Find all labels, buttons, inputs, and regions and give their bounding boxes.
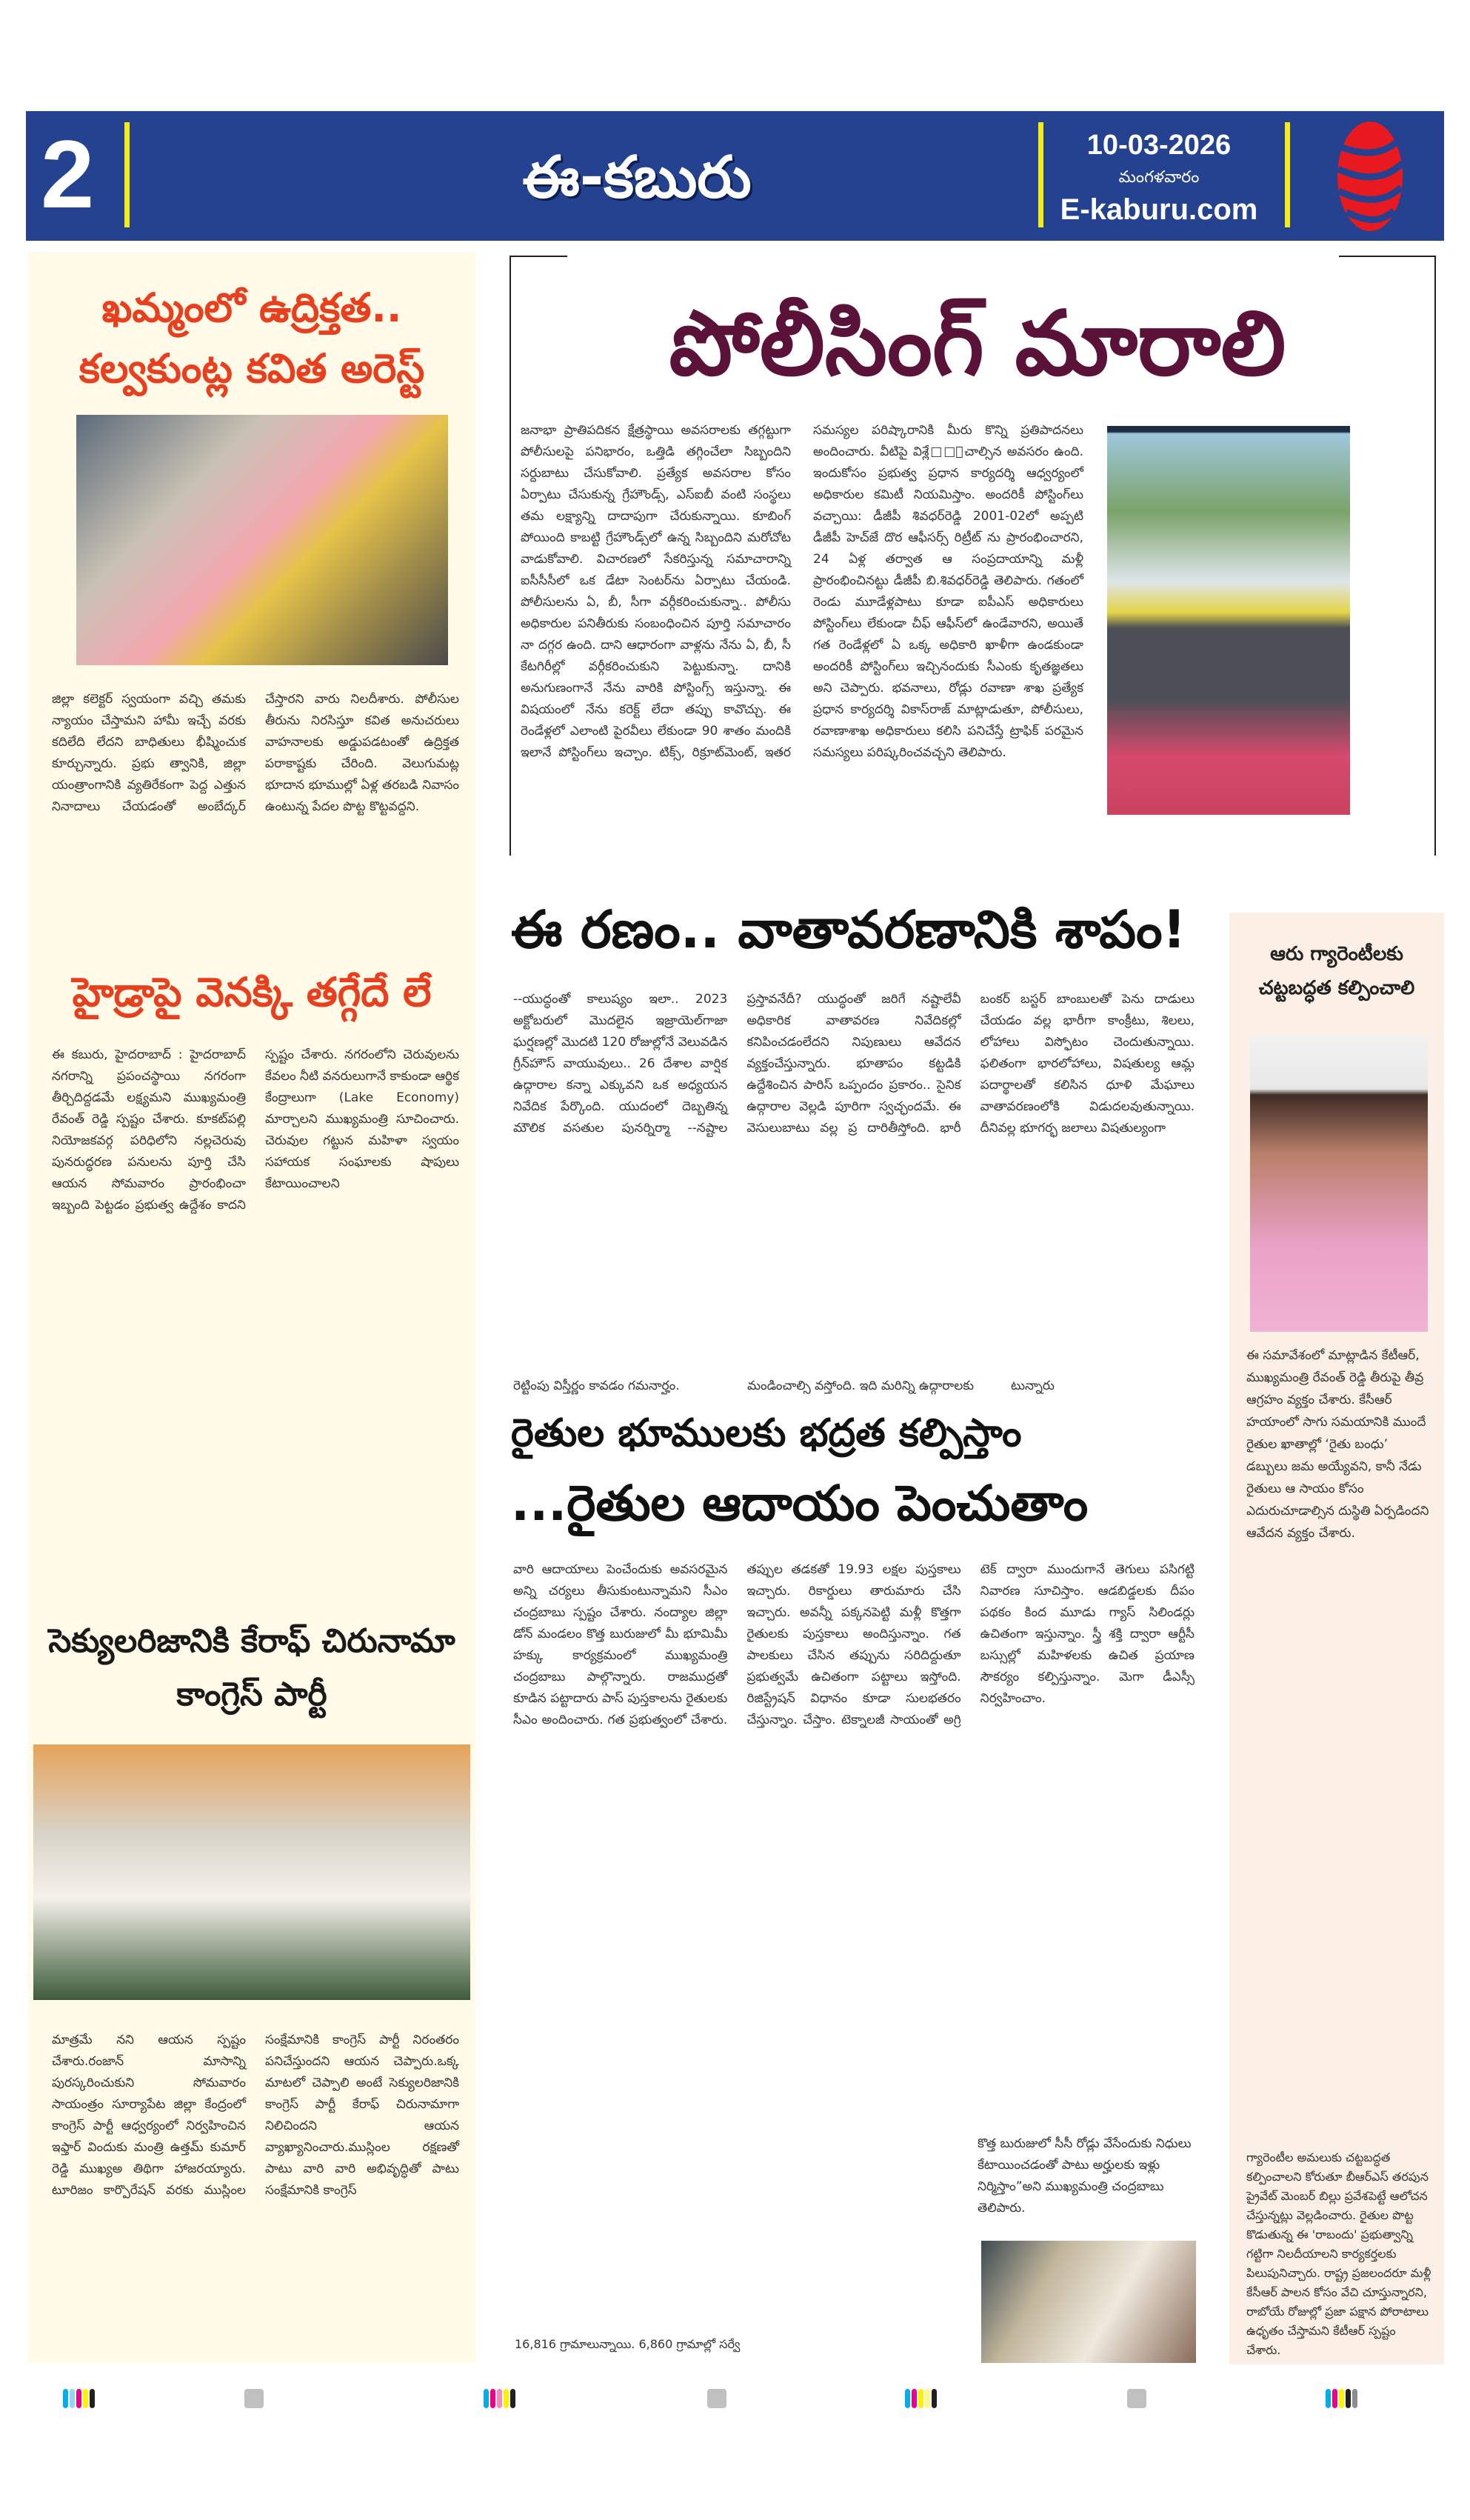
hydra-headline: హైడ్రాపై వెనక్కి తగ్గేదే లే (72, 969, 432, 1016)
registration-mark (63, 2389, 95, 2408)
farmers-tail: కొత్త బురుజులో సీసీ రోడ్లు వేసేందుకు నిధులు కేటాయించడంతో పాటు అర్హులకు ఇళ్లు నిర్మిస్తాం”అని ముఖ్యమంత్రి చంద్రబాబు తెలిపారు. (978, 2136, 1192, 2216)
police-parade-photo (1107, 426, 1350, 815)
lead-headline: పోలీసింగ్ మారాలి (669, 293, 1286, 396)
website-link[interactable]: E-kaburu.com (1060, 193, 1258, 226)
box-border (1434, 256, 1436, 856)
gray-patch (707, 2389, 726, 2408)
box-border (510, 256, 567, 257)
hydra-body: ఈ కబురు, హైదరాబాద్ : హైదరాబాద్ నగరాన్ని ప్రపంచస్థాయి నగరంగా తీర్చిదిద్దడమే లక్ష్యమని ముఖ్యమంత్రి రేవంత్ రెడ్డి స్పష్టం చేశారు. కూకట్‌పల్లి నియోజకవర్గ పరిధిలోని నల్లచెరువు పునరుద్ధరణ పనులను పూర్తి చేసి ఆయన సోమవారం ప్రారంభించా ఇబ్బంది పెట్టడం ప్రభుత్వ ఉద్దేశం కాదని స్పష్టం చేశారు. నగరంలోని చెరువులను కేవలం నీటి వనరులుగానే కాకుండా ఆర్థిక కేంద్రాలుగా (Lake Economy) మార్చాలని ముఖ్యమంత్రి సూచించారు. చెరువుల గట్టున మహిళా స్వయం సహాయక సంఘాలకు షాపులు కేటాయించాలని (52, 1047, 459, 1213)
date-box (1052, 126, 1266, 230)
iftar-event-photo (33, 1744, 470, 2000)
fragment: మండించాల్సి వస్తోంది. ఇది మరిన్ని ఉద్గారాలకు (747, 1379, 975, 1393)
kavitha-arrest-photo (76, 415, 448, 665)
fragment: టున్నారు (1011, 1379, 1055, 1393)
sidebar-headline (1237, 937, 1437, 1005)
logo-icon (1326, 117, 1414, 236)
farmers-headline-1: రైతుల భూములకు భద్రత కల్పిస్తాం (511, 1411, 1022, 1456)
gray-patch (1127, 2389, 1146, 2408)
headline-line: చట్టబద్ధత కల్పించాలి (1258, 977, 1415, 999)
issue-weekday: మంగళవారం (1118, 167, 1200, 186)
headline-line: సెక్యులరిజానికి కేరాఫ్ చిరునామా (48, 1622, 455, 1660)
farmers-headline-2: ...రైతుల ఆదాయం పెంచుతాం (511, 1475, 1089, 1532)
registration-mark (905, 2389, 937, 2408)
ktr-photo (1250, 1036, 1428, 1332)
climate-body: --యుద్ధంతో కాలుష్యం ఇలా.. 2023 అక్టోబరులో మొదలైన ఇజ్రాయెల్‌గాజా ఘర్షణల్లో మొదటి 120 రోజుల్లోనే వెలువడిన గ్రీన్‌హౌస్ వాయువులు.. 26 దేశాల వార్షిక ఉద్గారాల కన్నా ఎక్కువని ఒక అధ్యయన నివేదిక పేర్కొంది. యుదంలో దెబ్బతిన్న మౌలిక వసతుల పునర్నిర్మా --నష్టాల ప్రస్తావనేదీ? యుద్ధంతో జరిగే నష్టాలేవీ అధికారిక వాతావరణ నివేదికల్లో కనిపించడంలేదని నిపుణులు ఆవేదన వ్యక్తంచేస్తున్నారు. భూతాపం కట్టడికి ఉద్దేశించిన పారిస్ ఒప్పందం ప్రకారం.. సైనిక ఉద్గారాల వెల్లడి పూరిగా స్వచ్ఛందమే. ఈ వెసులుబాటు వల్ల ప్ర దారితీస్తోంది. భారీ బంకర్ బస్టర్ బాంబులతో పెను దాడులు చేయడం వల్ల భారీగా కాంక్రీటు, శిలలు, లోహాలు విస్ఫోటం చెందుతున్నాయి. ఫలితంగా భారలోహాలు, విషతుల్య ఆమ్ల పదార్థాలతో కలిసిన ధూళి మేఘాలు వాతావరణంలోకి విడుదలవుతున్నాయి. దీనివల్ల భూగర్భ జలాలు విషతుల్యంగా (513, 992, 1195, 1136)
secularism-body: మాత్రమే నని ఆయన స్పష్టం చేశారు.రంజాన్ మాసాన్ని పురస్కరించుకుని సోమవారం సాయంత్రం సూర్యాపేట జిల్లా కేంద్రంలో కాంగ్రెస్ పార్టీ ఆధ్వర్యంలో నిర్వహించిన ఇఫ్తార్ విందుకు మంత్రి ఉత్తమ్ కుమార్ రెడ్డి ముఖ్యఅ తిథిగా హాజరయ్యారు. టూరిజం కార్పొరేషన్ వరకు ముస్లింల సంక్షేమానికి కాంగ్రెస్ పార్టీ నిరంతరం పనిచేస్తుందని ఆయన చెప్పారు.ఒక్క మాటలో చెప్పాలి అంటే సెక్యులరిజానికి కాంగ్రెస్ పార్టీ కేరాఫ్ చిరునామాగా నిలిచిందని ఆయన వ్యాఖ్యానించారు.ముస్లింల రక్షణతో పాటు వారి వారి అభివృద్ధితో పాటు సంక్షేమానికి కాంగ్రెస్ (52, 2033, 459, 2198)
climate-headline: ఈ రణం.. వాతావరణానికి శాపం! (511, 899, 1186, 960)
registration-mark (484, 2389, 515, 2408)
headline-line: కల్వకుంట్ల కవిత అరెస్ట్ (78, 345, 425, 392)
box-border (1339, 256, 1435, 257)
left-top-headline (37, 278, 467, 399)
headline-line: కాంగ్రెస్ పార్టీ (176, 1676, 327, 1713)
headline-line: ఆరు గ్యారెంటీలకు (1270, 943, 1403, 965)
chandrababu-exhibition-photo (981, 2241, 1196, 2363)
left-top-body: జిల్లా కలెక్టర్ స్వయంగా వచ్చి తమకు న్యాయం చేస్తామని హామీ ఇచ్చే వరకు కదిలేది లేదని బాధితులు భీష్మించుక కూర్చున్నారు. ప్రభు త్వానికి, జిల్లా యంత్రాంగానికి వ్యతిరేకంగా పెద్ద ఎత్తున నినాదాలు చేయడంతో అంబేద్కర్ చేస్తారని వారు నిలదీశారు. పోలీసుల తీరును నిరసిస్తూ కవిత అనుచరులు వాహనాలకు అడ్డుపడటంతో ఉద్రిక్తత పరాకాష్టకు చేరింది. వెలుగుమట్ల భూదాన భూముల్లో ఏళ్ల తరబడి నివాసం ఉంటున్న పేదల పొట్ట కొట్టవద్దని. (52, 692, 459, 814)
divider-bar (124, 122, 130, 227)
headline-line: ఖమ్మంలో ఉద్రిక్తత.. (101, 284, 402, 331)
climate-fragments (513, 1376, 1195, 1396)
lead-body: జనాభా ప్రాతిపదికన క్షేత్రస్థాయి అవసరాలకు తగ్గట్టుగా పోలీసులపై పనిభారం, ఒత్తిడి తగ్గించేలా సిబ్బందిని సర్దుబాటు చేసుకోవాలి. ప్రత్యేక అవసరాల కోసం ఏర్పాటు చేసుకున్న గ్రేహౌండ్స్, ఎస్ఐబీ వంటి సంస్థలు తమ లక్ష్యాన్ని దాదాపుగా చేరుకున్నాయి. కూబింగ్ పోయింది కాబట్టి గ్రేహౌండ్స్‌లో ఉన్న సిబ్బందిని మరోచోట వాడుకోవాలి. విచారణలో సేకరిస్తున్న సమాచారాన్ని ఐసీసీసీలో ఒక డేటా సెంటర్‌ను ఏర్పాటు చేయండి. పోలీసులను ఏ, బీ, సీగా వర్గీకరించుకున్నా.. పోలీసు అధికారుల పనితీరుకు సంబంధించిన పూర్తి సమాచారం నా దగ్గర ఉంది. దాని ఆధారంగా వాళ్లను నేను ఏ, బీ, సీ కేటగిరీల్లో వర్గీకరించుకుని పెట్టుకున్నా. దానికి అనుగుణంగానే నేను వారికి పోస్టింగ్స్ ఇస్తున్నా. ఈ విషయంలో నేను కరెక్ట్ లేదా తప్పు కావొచ్చు. ఈ రెండేళ్లలో ఎలాంటి పైరవీలు లేకుండా 90 శాతం మందికి ఇలానే పోస్టింగ్‌లు ఇచ్చాం. టిక్స్, రిక్రూట్‌మెంట్, ఇతర సమస్యల పరిష్కారానికి మీరు కొన్ని ప్రతిపాదనలు అందించారు. వీటిపై విశ్లే□□ంచాల్సిన అవసరం ఉంది. ఇందుకోసం ప్రభుత్వ ప్రధాన కార్యదర్శి ఆధ్వర్యంలో అధికారుల కమిటీ నియమిస్తాం. అందరికీ పోస్టింగ్‌లు వచ్చాయి: డీజీపీ శివధర్‌రెడ్డి 2001-02లో అప్పటి డీజీపీ హెచ్‌జే దొర ఆఫీసర్స్ రిట్రీట్ ను ప్రారంభించారని, 24 ఏళ్ల తర్వాత ఆ సంప్రదాయాన్ని మళ్లీ ప్రారంభించినట్టు డీజీపీ బి.శివధర్‌రెడ్డి తెలిపారు. గతంలో రెండు మూడేళ్లపాటు కూడా ఐపీఎస్ అధికారులు పోస్టింగ్‌లు లేకుండా చీఫ్ ఆఫీస్‌లో ఉండేవారని, అయితే గత రెండేళ్లలో ఏ ఒక్క అధికారి ఖాళీగా ఉండకుండా అందరికీ పోస్టింగ్‌లు ఇచ్చినందుకు సీఎంకు కృతజ్ఞతలు అని చెప్పారు. భవనాలు, రోడ్లు రవాణా శాఖ ప్రత్యేక ప్రధాన కార్యదర్శి వికాస్‌రాజ్ మాట్లాడుతూ, పోలీసులు, రవాణాశాఖ అధికారులు కలిసి పనిచేస్తే ట్రాఫిక్ పరమైన సమస్యలు పరిష్కరించవచ్చని తెలిపారు. (521, 423, 1083, 760)
farmers-stats: 16,816 గ్రామాలున్నాయి. 6,860 గ్రామాల్లో సర్వే (515, 2337, 741, 2351)
registration-mark (1326, 2389, 1357, 2408)
sidebar-body: ఈ సమావేశంలో మాట్లాడిన కేటీఆర్, ముఖ్యమంత్రి రేవంత్ రెడ్డి తీరుపై తీవ్ర ఆగ్రహం వ్యక్తం చేశారు. కేసీఆర్ హయాంలో సాగు సమయానికి ముందే రైతుల ఖాతాల్లో ‘రైతు బంధు’ డబ్బులు జమ అయ్యేవని, కానీ నేడు రైతులు ఆ సాయం కోసం ఎదురుచూడాల్సిన దుస్థితి ఏర్పడిందని ఆవేదన వ్యక్తం చేశారు. (1246, 1348, 1429, 1541)
divider-bar (1285, 122, 1290, 227)
secularism-headline (37, 1615, 467, 1721)
gray-patch (244, 2389, 264, 2408)
paper-name: ఈ-కబురు (522, 144, 752, 211)
page-number: 2 (41, 120, 95, 228)
divider-bar (1038, 122, 1043, 227)
fragment: రెట్టింపు విస్తీర్ణం కావడం గమనార్హం. (513, 1379, 680, 1393)
farmers-body: వారి ఆదాయాలు పెంచేందుకు అవసరమైన అన్ని చర్యలు తీసుకుంటున్నామని సీఎం చంద్రబాబు స్పష్టం చేశారు. నంద్యాల జిల్లా డోన్ మండలం కొత్త బురుజులో మీ భూమిమీ హక్కు కార్యక్రమంలో ముఖ్యమంత్రి చంద్రబాబు పాల్గొన్నారు. రాజముద్రతో కూడిన పట్టాదారు పాస్ పుస్తకాలను రైతులకు సీఎం అందించారు. గత ప్రభుత్వంలో చేశారు. తప్పుల తడకతో 19.93 లక్షల పుస్తకాలు ఇచ్చారు. రికార్డులు తారుమారు చేసి ఇచ్చారు. అవన్నీ పక్కనపెట్టి మళ్లీ కొత్తగా రైతులకు పుస్తకాలు అందిస్తున్నాం. గత పాలకులు చేసిన తప్పును సరిదిద్దుతూ ప్రభుత్వమే ఉచితంగా పట్టాలు ఇస్తోంది. రిజిస్ట్రేషన్ విధానం కూడా సులభతరం చేస్తున్నాం. చేస్తాం. టెక్నాలజీ సాయంతో అగ్రి టెక్ ద్వారా ముందుగానే తెగులు పసిగట్టి నివారణ సూచిస్తాం. ఆడబిడ్డలకు దీపం పథకం కింద మూడు గ్యాస్ సిలిండర్లు ఉచితంగా ఇస్తున్నాం. స్త్రీ శక్తి ద్వారా ఆర్టీసీ బస్సుల్లో మహిళలకు ఉచిత ప్రయాణ సౌకర్యం కల్పిస్తున్నాం. మెగా డీఎస్సీ నిర్వహించాం. (513, 1562, 1195, 1727)
issue-date: 10-03-2026 (1086, 130, 1232, 161)
sidebar-tail: గ్యారెంటీల అమలుకు చట్టబద్ధత కల్పించాలని కోరుతూ బీఆర్ఎస్ తరపున ప్రైవేట్ మెంబర్ బిల్లు ప్రవేశపెట్టే ఆలోచన చేస్తున్నట్లు వెల్లడించారు. రైతుల పొట్ట కొడుతున్న ఈ 'రాబందు' ప్రభుత్వాన్ని గట్టిగా నిలదీయాలని కార్యకర్తలకు పిలుపునిచ్చారు. రాష్ట్ర ప్రజలందరూ మళ్లీ కేసీఆర్ పాలన కోసం వేచి చూస్తున్నారని, రాబోయే రోజుల్లో ప్రజా పక్షాన పోరాటాలు ఉధృతం చేస్తామని కేటీఆర్ స్పష్టం చేశారు. (1246, 2150, 1431, 2357)
box-border (510, 256, 511, 856)
